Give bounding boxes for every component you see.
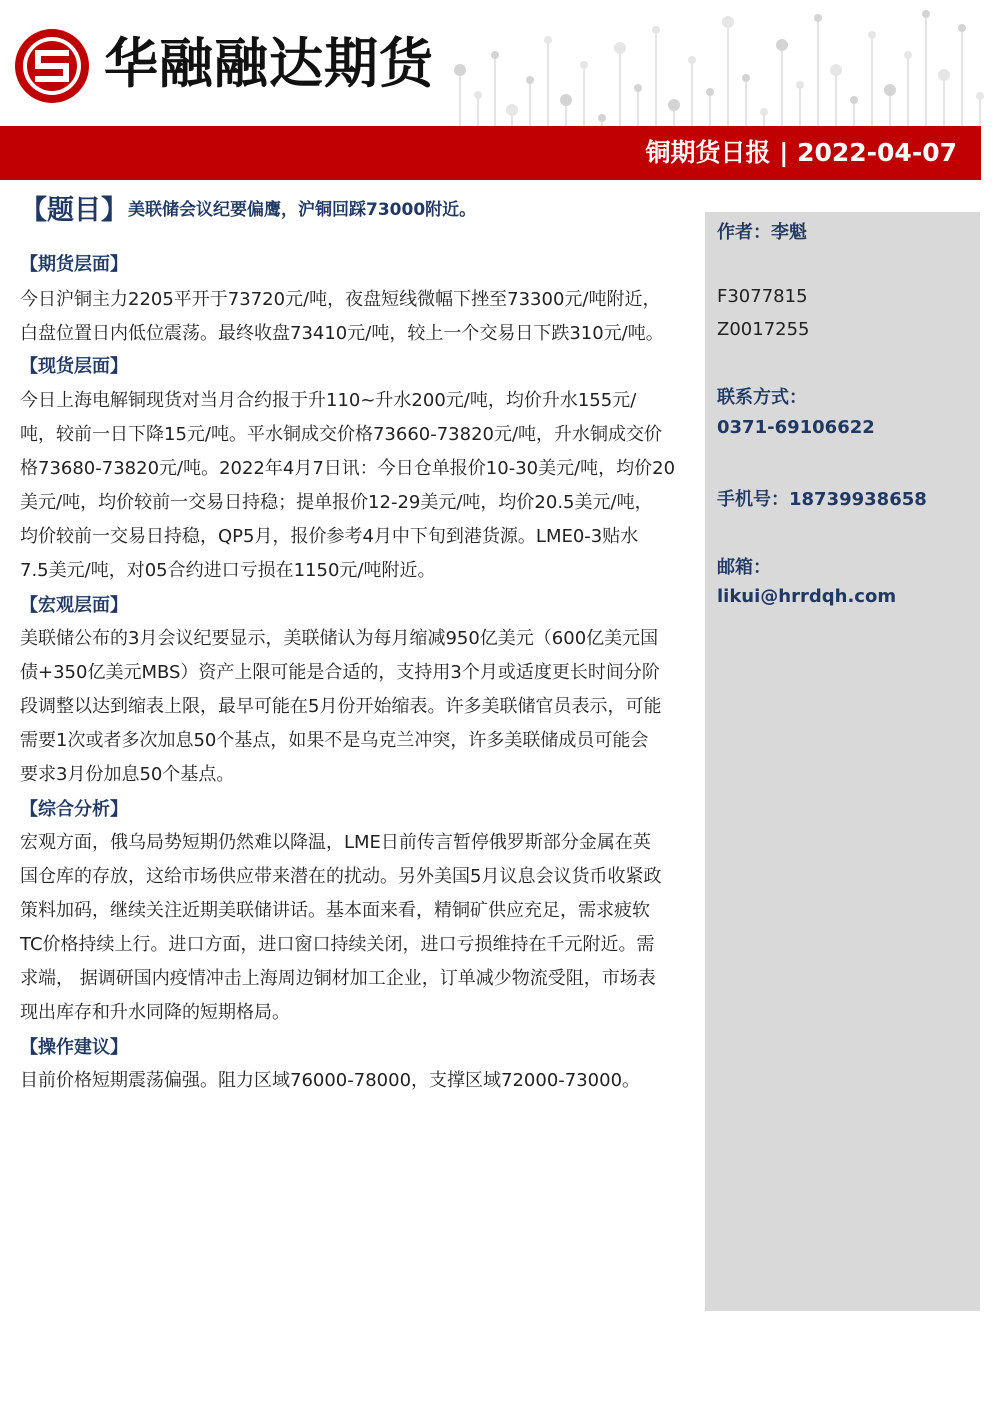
decor-dot: [776, 39, 788, 51]
text-line: 目前价格短期震荡偏强。阻力区域76000-78000，支撑区域72000-73000。: [20, 1070, 641, 1091]
decor-dot: [958, 24, 966, 32]
text-line: 7.5美元/吨，对05合约进口亏损在1150元/吨附近。: [20, 560, 436, 581]
company-name: 华融融达期货: [104, 31, 434, 95]
decor-dot: [884, 84, 896, 96]
author-name: 作者：李魁: [717, 222, 807, 243]
report-header: [0, 0, 992, 182]
text-line: 段调整以达到缩表上限，最早可能在5月份开始缩表。许多美联储官员表示，可能: [20, 696, 662, 717]
license-number-1: F3077815: [717, 286, 808, 307]
section-text-spot: [20, 384, 695, 588]
text-line: 债+350亿美元MBS）资产上限可能是合适的，支持用3个月或适度更长时间分阶: [20, 662, 660, 683]
author-sidebar: [705, 212, 980, 1311]
section-heading-analysis: 【综合分析】: [20, 799, 128, 820]
decor-dot: [742, 74, 750, 82]
report-headline: [20, 188, 476, 228]
section-heading-macro: 【宏观层面】: [20, 595, 128, 616]
decor-dot: [454, 64, 466, 76]
decor-dot: [506, 104, 518, 116]
headline-bracket: 【题目】: [20, 195, 128, 226]
decor-dot: [560, 94, 572, 106]
section-heading-advice: 【操作建议】: [20, 1037, 128, 1058]
decor-dot: [760, 108, 768, 116]
decor-dot: [706, 88, 714, 96]
text-line: 美联储公布的3月会议纪要显示，美联储认为每月缩减950亿美元（600亿美元国: [20, 628, 659, 649]
text-line: 国仓库的存放，这给市场供应带来潜在的扰动。另外美国5月议息会议货币收紧政: [20, 866, 662, 887]
section-text-futures: [20, 283, 695, 351]
decor-dot: [868, 31, 876, 39]
decor-dot: [814, 14, 822, 22]
decor-dot: [796, 81, 804, 89]
email-address[interactable]: likui@hrrdqh.com: [717, 586, 897, 607]
text-line: 求端， 据调研国内疫情冲击上海周边铜材加工企业，订单减少物流受阻，市场表: [20, 968, 656, 989]
decor-dot: [938, 69, 950, 81]
decor-dot: [580, 61, 588, 69]
decor-dot: [722, 16, 734, 28]
decor-dot: [544, 36, 552, 44]
decor-dot: [491, 51, 499, 59]
text-line: 白盘位置日内低位震荡。最终收盘73410元/吨，较上一个交易日下跌310元/吨。: [20, 323, 664, 344]
report-title: 铜期货日报 | 2022-04-07: [645, 138, 957, 167]
decor-dot: [614, 42, 626, 54]
decor-dot: [474, 91, 482, 99]
section-heading-spot: 【现货层面】: [20, 356, 128, 377]
text-line: 要求3月份加息50个基点。: [20, 764, 235, 785]
title-bar: [0, 126, 981, 180]
decor-dot: [976, 92, 984, 100]
text-line: 美元/吨，均价较前一交易日持稳；提单报价12-29美元/吨，均价20.5美元/吨，: [20, 492, 653, 513]
section-text-macro: [20, 622, 695, 792]
decor-dot: [526, 76, 534, 84]
text-line: 需要1次或者多次加息50个基点，如果不是乌克兰冲突，许多美联储成员可能会: [20, 730, 649, 751]
decorative-pattern: [440, 0, 992, 126]
email-label: 邮箱：: [717, 557, 771, 578]
text-line: 吨，较前一日下降15元/吨。平水铜成交价格73660-73820元/吨，升水铜成交价: [20, 424, 663, 445]
decor-dot: [652, 26, 660, 34]
text-line: 现出库存和升水同降的短期格局。: [20, 1002, 290, 1023]
text-line: 今日沪铜主力2205平开于73720元/吨，夜盘短线微幅下挫至73300元/吨附近，: [20, 289, 661, 310]
license-number-2: Z0017255: [717, 319, 810, 340]
decor-dot: [668, 99, 680, 111]
company-logo-icon: [12, 26, 92, 106]
section-heading-futures: 【期货层面】: [20, 254, 128, 275]
decor-dot: [922, 10, 930, 18]
headline-subject: 美联储会议纪要偏鹰，沪铜回踩73000附近。: [128, 200, 477, 220]
decor-dot: [634, 84, 642, 92]
text-line: TC价格持续上行。进口方面，进口窗口持续关闭，进口亏损维持在千元附近。需: [20, 934, 655, 955]
text-line: 格73680-73820元/吨。2022年4月7日讯：今日仓单报价10-30美元/吨，均价20: [20, 458, 676, 479]
decor-dot: [598, 114, 606, 122]
decor-dot: [850, 96, 858, 104]
decor-dot: [830, 64, 842, 76]
text-line: 均价较前一交易日持稳，QP5月，报价参考4月中下旬到港货源。LME0-3贴水: [20, 526, 639, 547]
contact-phone: 0371-69106622: [717, 417, 875, 438]
text-line: 宏观方面，俄乌局势短期仍然难以降温，LME日前传言暂停俄罗斯部分金属在英: [20, 832, 651, 853]
mobile-number: 手机号：18739938658: [717, 489, 927, 510]
decor-dot: [904, 51, 912, 59]
text-line: 今日上海电解铜现货对当月合约报于升110~升水200元/吨，均价升水155元/: [20, 390, 637, 411]
text-line: 策料加码，继续关注近期美联储讲话。基本面来看，精铜矿供应充足，需求疲软: [20, 900, 650, 921]
contact-label: 联系方式：: [717, 387, 807, 408]
section-text-advice: [20, 1064, 695, 1098]
section-text-analysis: [20, 826, 695, 1030]
decor-dot: [688, 56, 696, 64]
